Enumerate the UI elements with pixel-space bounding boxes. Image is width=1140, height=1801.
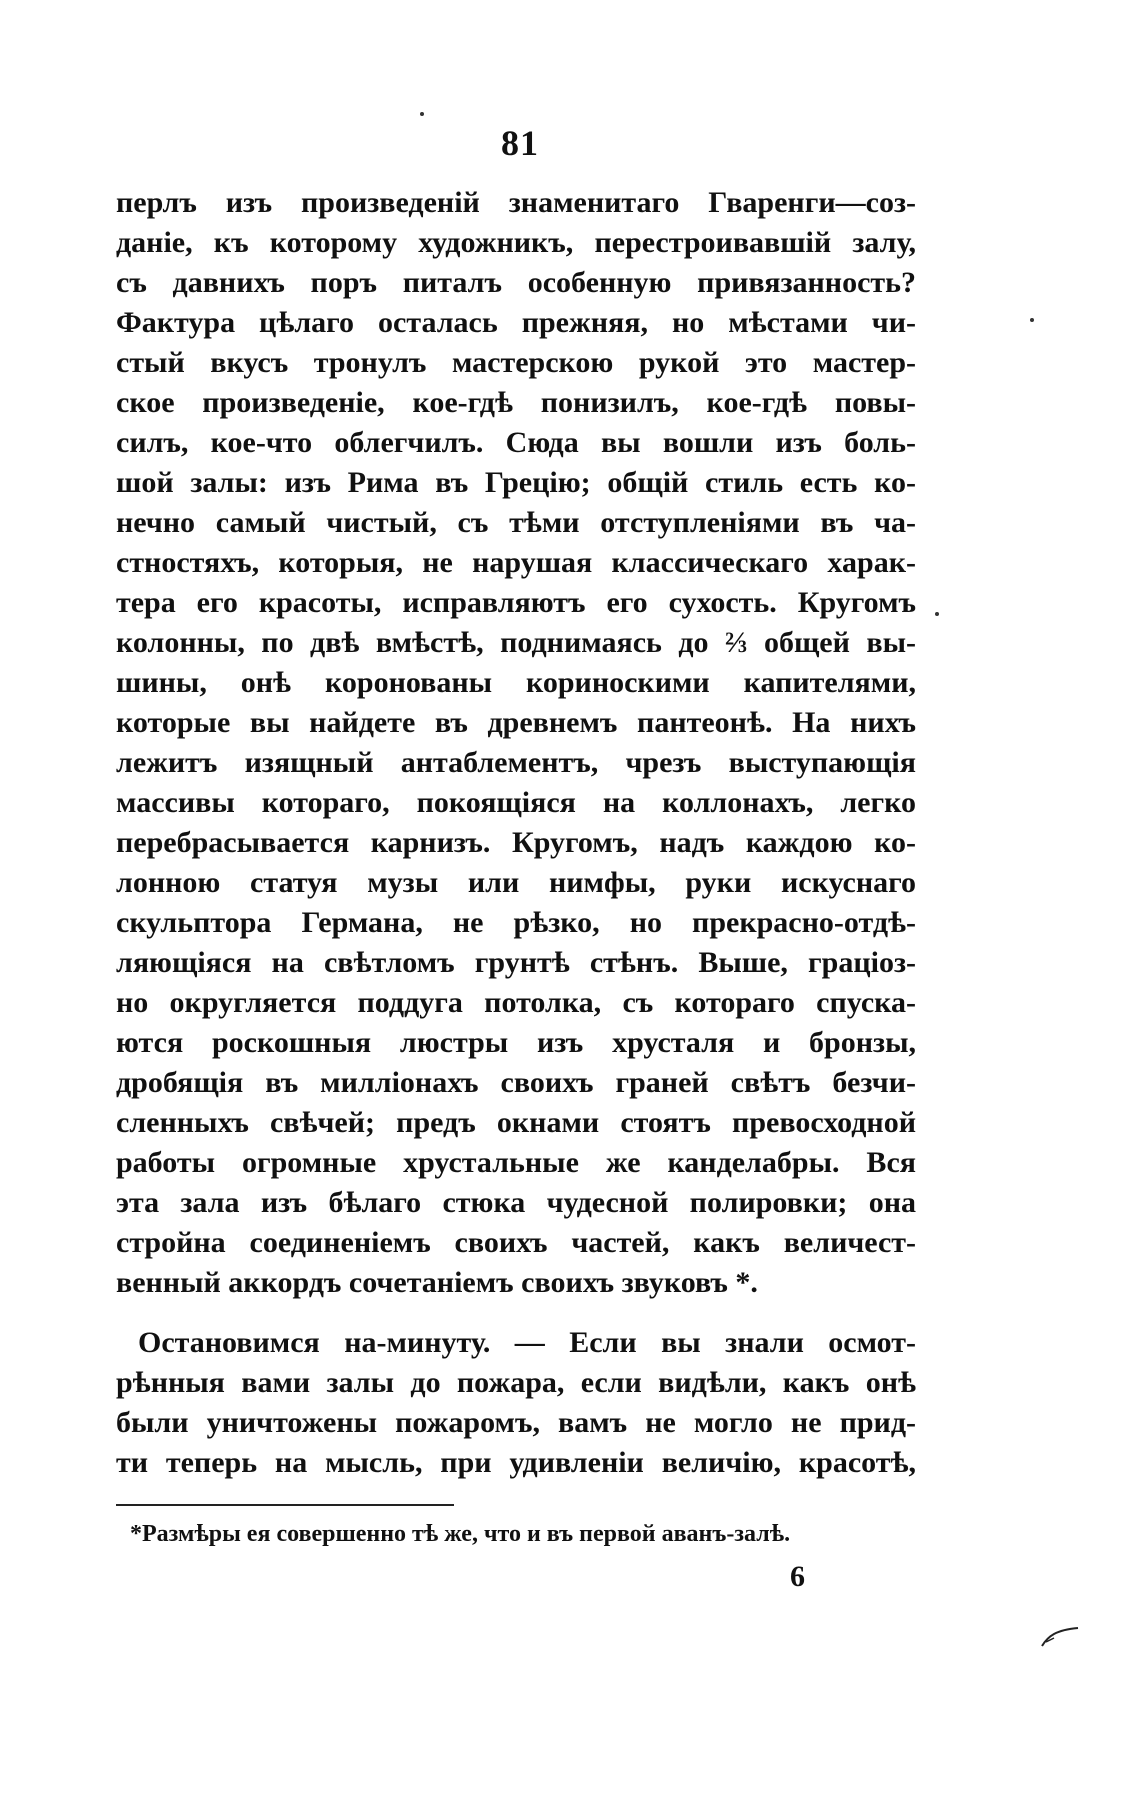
text-line: венный аккордъ сочетанiемъ своихъ звуковъ *. [116, 1266, 758, 1299]
footnote-divider [116, 1504, 454, 1506]
text-line: нечно самый чистый, съ тѣми отступленiями въ ча- [116, 506, 916, 539]
text-line: данiе, къ которому художникъ, перестроивавшiй залу, [116, 226, 916, 259]
text-line: стностяхъ, которыя, не нарушая классическаго харак- [116, 546, 916, 579]
text-line: массивы котораго, покоящiяся на коллонахъ, легко [116, 786, 916, 819]
text-line: ское произведенiе, кое-гдѣ понизилъ, кое-гдѣ повы- [116, 386, 916, 419]
text-line: сленныхъ свѣчей; предъ окнами стоятъ превосходной [116, 1106, 916, 1139]
text-line: скульптора Германа, не рѣзко, но прекрасно-отдѣ- [116, 906, 916, 939]
margin-speck [1030, 318, 1034, 322]
text-line: стый вкусъ тронулъ мастерскою рукой это мастер- [116, 346, 916, 379]
text-line: ются роскошныя люстры изъ хрусталя и бронзы, [116, 1026, 916, 1059]
text-line: колонны, по двѣ вмѣстѣ, поднимаясь до ⅔ общей вы- [116, 626, 916, 659]
text-line: стройна соединенiемъ своихъ частей, какъ величест- [116, 1226, 916, 1259]
text-line: лонною статуя музы или нимфы, руки искуснаго [116, 866, 916, 899]
body-text [116, 183, 916, 1483]
text-line: съ давнихъ поръ питалъ особенную привязанность? [116, 266, 916, 299]
page-number: 81 [501, 123, 539, 163]
text-line: но округляется поддуга потолка, съ котораго спуска- [116, 986, 916, 1019]
text-line: перлъ изъ произведенiй знаменитаго Гваренги—соз- [116, 186, 916, 219]
text-line: лежитъ изящный антаблементъ, чрезъ выступающiя [116, 746, 916, 779]
footnote: *Размѣры ея совершенно тѣ же, что и въ первой аванъ-залѣ. [130, 1521, 791, 1547]
text-line: дробящiя въ миллiонахъ своихъ граней свѣтъ безчи- [116, 1066, 916, 1099]
text-line: которые вы найдете въ древнемъ пантеонѣ. На нихъ [116, 706, 916, 739]
margin-speck [420, 112, 424, 116]
text-line: силъ, кое-что облегчилъ. Сюда вы вошли изъ боль- [116, 426, 916, 459]
text-line: были уничтожены пожаромъ, вамъ не могло не прид- [116, 1406, 916, 1439]
text-line: Фактура цѣлаго осталась прежняя, но мѣстами чи- [116, 306, 916, 339]
text-line: тера его красоты, исправляютъ его сухость. Кругомъ [116, 586, 916, 619]
text-line: ти теперь на мысль, при удивленiи величiю, красотѣ, [116, 1446, 916, 1479]
text-line: эта зала изъ бѣлаго стюка чудесной полировки; она [116, 1186, 916, 1219]
margin-speck [935, 612, 939, 616]
text-line: работы огромные хрустальные же канделабры. Вся [116, 1146, 916, 1179]
paragraph-2 [116, 1323, 916, 1483]
signature-mark: 6 [790, 1560, 805, 1593]
text-line: шины, онѣ коронованы кориноскими капителями, [116, 666, 916, 699]
text-line: рѣнныя вами залы до пожара, если видѣли, какъ онѣ [116, 1366, 916, 1399]
pen-stroke-mark [1040, 1620, 1080, 1650]
text-line: ляющiяся на свѣтломъ грунтѣ стѣнъ. Выше, грацiоз- [116, 946, 916, 979]
paragraph-gap [116, 1303, 916, 1323]
text-line: перебрасывается карнизъ. Кругомъ, надъ каждою ко- [116, 826, 916, 859]
paragraph-1 [116, 183, 916, 1303]
text-line: шой залы: изъ Рима въ Грецiю; общiй стиль есть ко- [116, 466, 916, 499]
text-line: Остановимся на-минуту. — Если вы знали осмот- [138, 1326, 916, 1359]
